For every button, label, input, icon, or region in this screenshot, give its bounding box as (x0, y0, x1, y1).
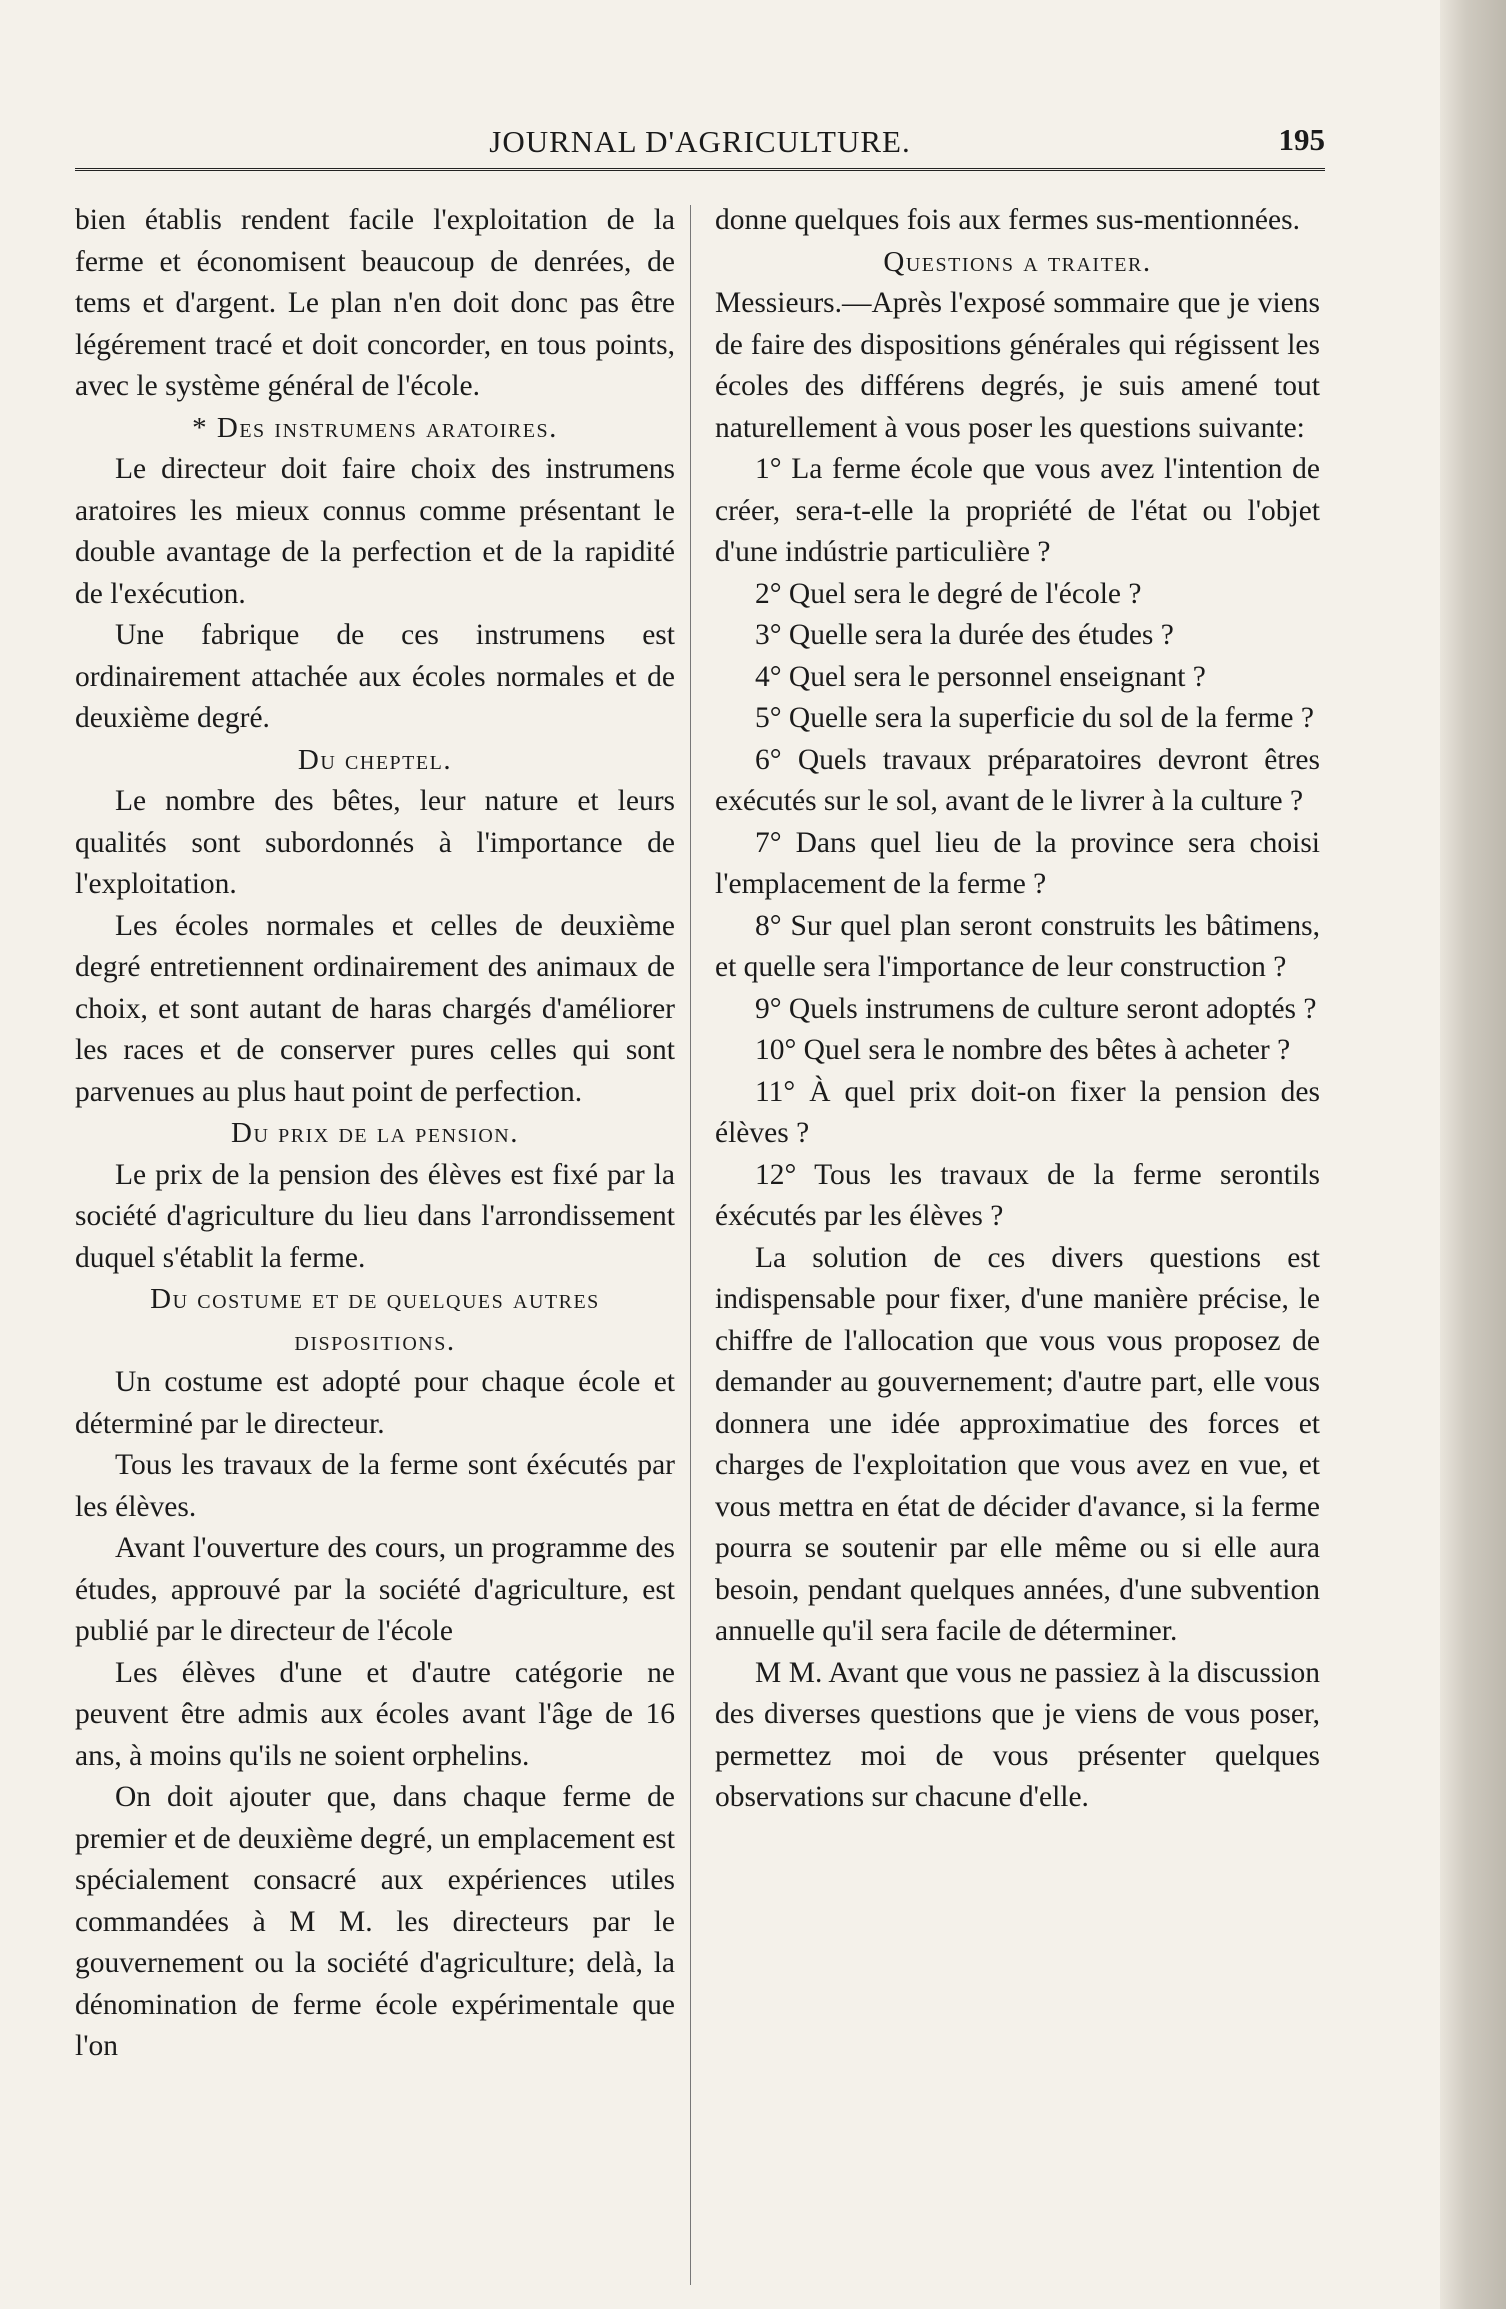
running-title: JOURNAL D'AGRICULTURE. (489, 124, 911, 159)
page-edge-shadow (1440, 0, 1506, 2309)
left-paragraph: On doit ajouter que, dans chaque ferme de premier et de deuxième degré, un emplacement est spécialement consacré aux expériences utiles commandées à M M. les directeurs par le gouvernement ou la société d'agriculture; delà, la dénomination de ferme école expérimentale que l'on (75, 1781, 675, 2062)
right-column (715, 200, 1320, 1819)
right-paragraph: donne quelques fois aux fermes sus-mentionnées. (715, 204, 1300, 236)
left-paragraph: Une fabrique de ces instrumens est ordinairement attachée aux écoles normales et de deuxième degré. (75, 619, 675, 734)
left-paragraph: Un costume est adopté pour chaque école et déterminé par le directeur. (75, 1366, 675, 1440)
right-question-item: 7° Dans quel lieu de la province sera choisi l'emplacement de la ferme ? (715, 826, 1320, 900)
left-paragraph: Avant l'ouverture des cours, un programme des études, approuvé par la société d'agriculture, est publié par le directeur de l'école (75, 1532, 675, 1647)
right-question-item: 6° Quels travaux préparatoires devront êtres exécutés sur le sol, avant de le livrer à la culture ? (715, 743, 1320, 817)
left-paragraph: bien établis rendent facile l'exploitation de la ferme et économisent beaucoup de denrées, de tems et d'argent. Le plan n'en doit donc pas être légérement tracé et doit concorder, en tous points, avec le système général de l'école. (75, 204, 675, 402)
left-paragraph: Le prix de la pension des élèves est fixé par la société d'agriculture du lieu dans l'arrondissement duquel s'établit la ferme. (75, 1158, 675, 1274)
right-section-heading: Questions a traiter. (883, 245, 1152, 278)
left-column (75, 200, 675, 2068)
right-paragraph: Messieurs.—Après l'exposé sommaire que je viens de faire des dispositions générales qui régissent les écoles des différens degrés, je suis amené tout naturellement à vous poser les questions suivante: (715, 287, 1320, 444)
right-paragraph: M M. Avant que vous ne passiez à la discussion des diverses questions que je viens de vous poser, permettez moi de vous présenter quelques observations sur chacune d'elle. (715, 1656, 1320, 1813)
page-number: 195 (1278, 122, 1325, 157)
right-question-item: 4° Quel sera le personnel enseignant ? (755, 660, 1206, 693)
right-paragraph: La solution de ces divers questions est indispensable pour fixer, d'une manière précise, le chiffre de l'allocation que vous vous proposez de demander au gouvernement; d'autre part, elle vous donnera une idée approximatiue des forces et charges de l'exploitation que vous avez en vue, et vous mettra en état de décider d'avance, si la ferme pourra se soutenir par elle même ou si elle aura besoin, pendant quelques années, d'une subvention annuelle qu'il sera facile de déterminer. (715, 1241, 1320, 1647)
right-question-item: 12° Tous les travaux de la ferme serontils éxécutés par les élèves ? (715, 1158, 1320, 1232)
left-paragraph: Les élèves d'une et d'autre catégorie ne peuvent être admis aux écoles avant l'âge de 16 ans, à moins qu'ils ne soient orphelins. (75, 1656, 675, 1772)
page-header (75, 118, 1325, 171)
left-section-heading: Du cheptel. (297, 743, 453, 776)
left-paragraph: Les écoles normales et celles de deuxième degré entretiennent ordinairement des animaux de choix, et sont autant de haras chargés d'améliorer les races et de conserver pures celles qui sont parvenues au plus haut point de perfection. (75, 909, 675, 1108)
right-question-item: 5° Quelle sera la superficie du sol de la ferme ? (755, 702, 1314, 734)
right-question-item: 1° La ferme école que vous avez l'intention de créer, sera-t-elle la propriété de l'état ou l'objet d'une indústrie particulière ? (715, 453, 1320, 568)
right-question-item: 2° Quel sera le degré de l'école ? (755, 577, 1142, 610)
right-question-item: 3° Quelle sera la durée des études ? (755, 619, 1174, 651)
right-question-item: 9° Quels instrumens de culture seront adoptés ? (755, 992, 1317, 1025)
right-question-item: 8° Sur quel plan seront construits les bâtimens, et quelle sera l'importance de leur construction ? (715, 909, 1320, 983)
right-question-item: 11° À quel prix doit-on fixer la pension des élèves ? (715, 1075, 1320, 1149)
left-paragraph: Tous les travaux de la ferme sont éxécutés par les élèves. (75, 1449, 675, 1523)
right-question-item: 10° Quel sera le nombre des bêtes à acheter ? (755, 1034, 1291, 1066)
left-section-heading: * Des instrumens aratoires. (192, 411, 558, 444)
left-section-heading: Du prix de la pension. (231, 1117, 519, 1149)
left-section-heading: Du costume et de quelques autres dispositions. (150, 1283, 600, 1357)
column-divider (690, 205, 691, 2285)
left-paragraph: Le nombre des bêtes, leur nature et leurs qualités sont subordonnés à l'importance de l'exploitation. (75, 785, 675, 900)
left-paragraph: Le directeur doit faire choix des instrumens aratoires les mieux connus comme présentant le double avantage de la perfection et de la rapidité de l'exécution. (75, 453, 675, 610)
